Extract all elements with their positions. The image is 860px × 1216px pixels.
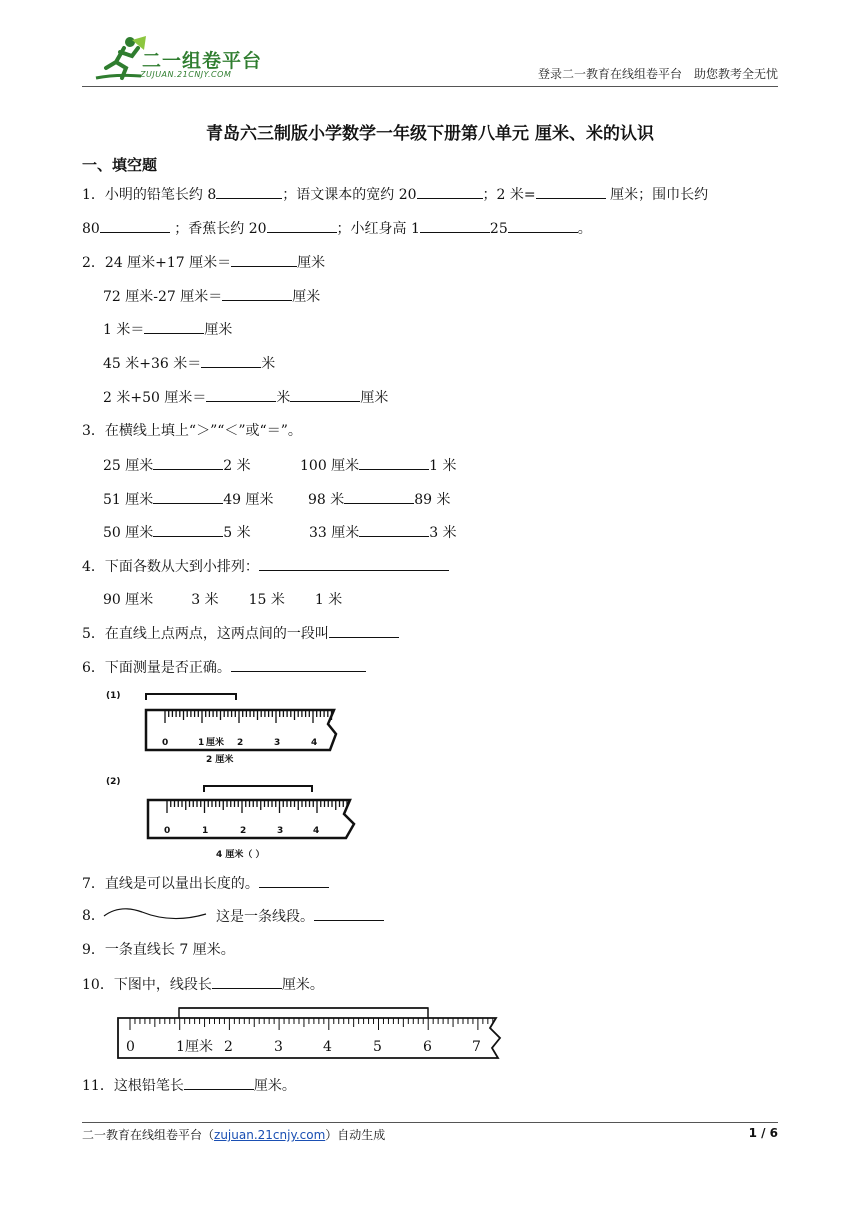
answer-blank[interactable]	[314, 906, 384, 921]
answer-blank[interactable]	[417, 184, 483, 199]
answer-blank[interactable]	[420, 218, 490, 233]
figure-label-1: (1)	[106, 691, 121, 701]
footer-source: 二一教育在线组卷平台（zujuan.21cnjy.com）自动生成	[82, 1128, 386, 1142]
ruler-figure-q6	[100, 686, 370, 862]
question-2-line-1: 2．24 厘米+17 厘米＝ 厘米	[82, 252, 325, 273]
ruler-2-tick-1: 1	[202, 826, 209, 836]
ruler-3-tick-6: 6	[423, 1039, 432, 1055]
question-1-line-1: 1．小明的铅笔长约 8 ；语文课本的宽约 20 ；2 米= 厘米；围巾长约	[82, 184, 708, 205]
logo-subtitle: ZUJUAN.21CNJY.COM	[140, 70, 232, 79]
ruler-1-tick-3: 3	[274, 738, 281, 748]
answer-blank[interactable]	[267, 218, 337, 233]
question-5: 5．在直线上点两点，这两点间的一段叫	[82, 623, 399, 644]
ruler-1-cm: 厘米	[206, 738, 225, 748]
answer-blank[interactable]	[231, 657, 366, 672]
page-title: 青岛六三制版小学数学一年级下册第八单元 厘米、米的认识	[206, 124, 654, 144]
question-11: 11．这根铅笔长 厘米。	[82, 1075, 296, 1096]
ruler-2-tick-0: 0	[164, 826, 171, 836]
ruler-3-tick-2: 2	[224, 1039, 233, 1055]
answer-blank[interactable]	[184, 1075, 254, 1090]
ruler-figure-q10	[112, 1004, 504, 1064]
ruler-1-tick-4: 4	[311, 738, 318, 748]
answer-blank[interactable]	[100, 218, 170, 233]
answer-blank[interactable]	[359, 522, 429, 537]
answer-blank[interactable]	[290, 387, 360, 402]
question-2-line-2: 72 厘米-27 厘米＝ 厘米	[103, 286, 320, 307]
question-3-row-3b: 33 厘米 3 米	[309, 522, 457, 543]
answer-blank[interactable]	[231, 252, 297, 267]
logo-text: 二一组卷平台	[142, 50, 263, 72]
answer-blank[interactable]	[153, 455, 223, 470]
question-4-items: 90 厘米 3 米 15 米 1 米	[103, 592, 343, 608]
ruler-2-tick-4: 4	[313, 826, 320, 836]
ruler-3-tick-1: 1	[176, 1039, 185, 1055]
ruler-3-tick-7: 7	[472, 1039, 481, 1055]
header-divider	[82, 86, 778, 87]
page-number: 1 / 6	[748, 1126, 778, 1140]
answer-blank[interactable]	[359, 455, 429, 470]
ruler-2-tick-2: 2	[240, 826, 247, 836]
answer-blank[interactable]	[344, 489, 414, 504]
question-2-line-4: 45 米+36 米＝ 米	[103, 353, 275, 374]
footer-link[interactable]: zujuan.21cnjy.com	[214, 1128, 326, 1142]
question-8-text: 这是一条线段。	[216, 906, 384, 927]
answer-blank[interactable]	[201, 353, 261, 368]
figure-label-2: (2)	[106, 777, 121, 787]
question-3-row-1b: 100 厘米 1 米	[300, 455, 457, 476]
answer-blank[interactable]	[259, 873, 329, 888]
question-6: 6．下面测量是否正确。	[82, 657, 366, 678]
ruler-2-caption: 4 厘米（ ）	[216, 850, 265, 860]
answer-blank[interactable]	[259, 556, 449, 571]
question-3-row-2b: 98 米 89 米	[308, 489, 451, 510]
answer-blank[interactable]	[536, 184, 606, 199]
answer-blank[interactable]	[144, 319, 204, 334]
footer-divider	[82, 1122, 778, 1123]
ruler-3-tick-3: 3	[274, 1039, 283, 1055]
header-slogan: 登录二一教育在线组卷平台 助您教考全无忧	[537, 67, 778, 81]
ruler-1-caption: 2 厘米	[206, 755, 234, 765]
section-heading: 一、填空题	[82, 156, 158, 174]
ruler-3-cm: 厘米	[185, 1039, 213, 1055]
question-1-line-2: 80 ；香蕉长约 20 ；小红身高 1 25 。	[82, 218, 592, 239]
curved-line-icon	[102, 902, 210, 924]
ruler-3-tick-4: 4	[323, 1039, 332, 1055]
question-3-row-2: 51 厘米 49 厘米	[103, 489, 274, 510]
answer-blank[interactable]	[216, 184, 282, 199]
ruler-3-tick-0: 0	[126, 1039, 135, 1055]
question-7: 7．直线是可以量出长度的。	[82, 873, 329, 894]
question-9: 9．一条直线长 7 厘米。	[82, 942, 235, 958]
ruler-3-tick-5: 5	[373, 1039, 382, 1055]
answer-blank[interactable]	[212, 974, 282, 989]
ruler-1-tick-0: 0	[162, 738, 169, 748]
question-3-row-3: 50 厘米 5 米	[103, 522, 251, 543]
question-3-row-1: 25 厘米 2 米	[103, 455, 251, 476]
question-3-heading: 3．在横线上填上“＞”“＜”或“＝”。	[82, 423, 302, 439]
answer-blank[interactable]	[206, 387, 276, 402]
answer-blank[interactable]	[153, 489, 223, 504]
question-4-heading: 4．下面各数从大到小排列：	[82, 556, 449, 577]
question-10: 10．下图中，线段长 厘米。	[82, 974, 324, 995]
ruler-2-tick-3: 3	[277, 826, 284, 836]
ruler-1-tick-1: 1	[198, 738, 205, 748]
question-8: 8．	[82, 908, 105, 924]
ruler-1-tick-2: 2	[237, 738, 244, 748]
answer-blank[interactable]	[508, 218, 578, 233]
answer-blank[interactable]	[153, 522, 223, 537]
question-2-line-3: 1 米＝ 厘米	[103, 319, 232, 340]
answer-blank[interactable]	[329, 623, 399, 638]
answer-blank[interactable]	[222, 286, 292, 301]
question-2-line-5: 2 米+50 厘米＝ 米 厘米	[103, 387, 388, 408]
